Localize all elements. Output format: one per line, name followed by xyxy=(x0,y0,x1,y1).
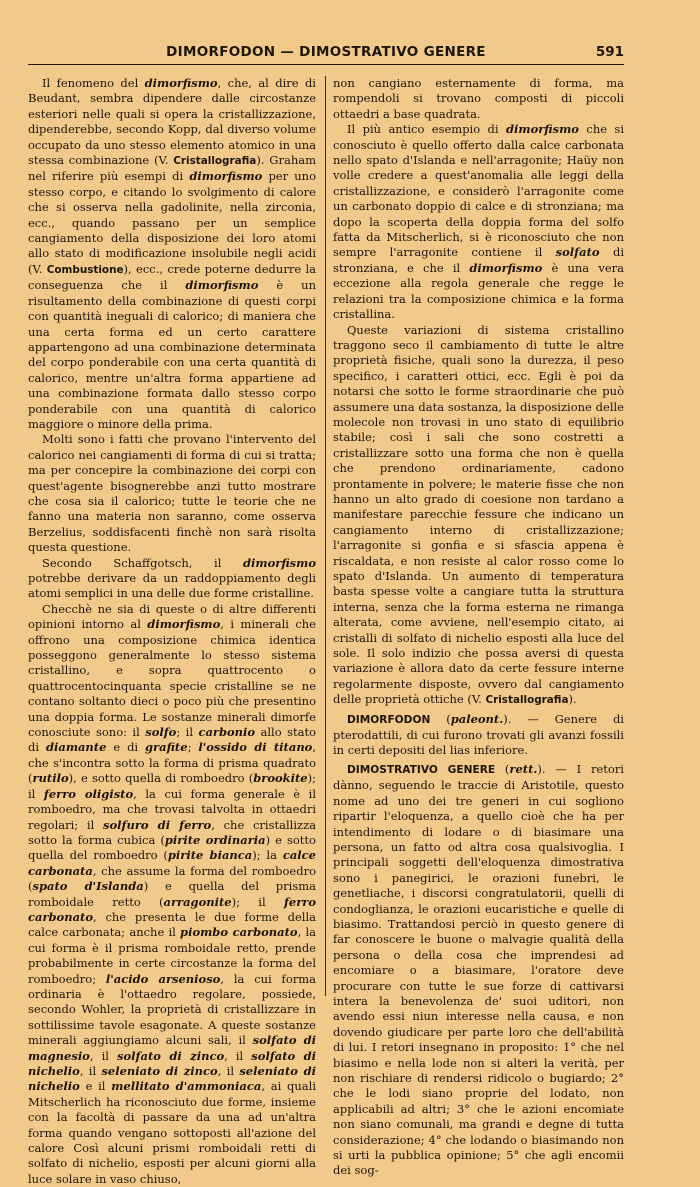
cross-reference: Cristallografia xyxy=(485,694,569,707)
text-run: e di xyxy=(106,740,146,755)
text-run: , che cristallizza sotto la forma cubica ( xyxy=(28,817,316,847)
text-run: Il fenomeno del xyxy=(42,76,145,90)
italic-term: diamante xyxy=(45,740,107,755)
text-run: , che, al dire di Beudant, sembra dipendere dalle circostanze esteriori nelle quali si opera la cristallizzazione, dipenderebbe, secondo Kopp, dal diverso volume occupato da uno stesso elemento atomico in una stessa combinazione (V. xyxy=(28,76,316,168)
text-run: per uno stesso corpo, e citando lo svolgimento di calore che si osserva nella gadolinite, nella zirconia, ecc., quando passano per un semplice cangiamento della disposizione dei loro atomi allo stato di modificazione insolubile negli acidi (V. xyxy=(28,169,317,276)
italic-term: dimorfismo xyxy=(469,260,543,275)
italic-term: carbonio xyxy=(198,725,256,740)
italic-term: spato d'Islanda xyxy=(32,879,144,894)
italic-term: rett. xyxy=(509,761,538,776)
italic-term: pirite ordinaria xyxy=(164,832,266,847)
italic-term: ferro carbonato xyxy=(28,894,316,924)
page-number: 591 xyxy=(595,44,624,60)
italic-term: seleniato di nichelio xyxy=(28,1064,317,1094)
paragraph xyxy=(333,76,624,122)
text-run: , il xyxy=(89,1048,118,1063)
text-run: , che presenta le due forme della calce carbonata; anche il xyxy=(28,909,316,940)
text-run: , il xyxy=(217,1064,240,1078)
text-run: allo stato di xyxy=(28,725,316,755)
text-run: ; il xyxy=(176,725,199,740)
text-run: ) e quella del prisma romboidale retto ( xyxy=(28,879,316,909)
text-run: ; xyxy=(187,740,199,755)
italic-term: calce carbonata xyxy=(28,848,316,878)
text-run: Queste variazioni di sistema cristallino traggono seco il cambiamento di tutte le altre proprietà fisiche, quali sono la durezza, il peso specifico, i caratteri ottici, ecc. Egli è poi da notarsi che sotto le forme straordinarie che può assumere una data sostanza, la disposizione delle molecole non trovasi in uno stato di equilibrio stabile; così i sali che sono costretti a cristallizzare sotto una forma che non è quella che prendono ordinariamente, cadono prontamente in polvere; le materie fisse che non hanno un alto grado di coesione non tardano a manifestare parecchie fessure che indicano un cangiamento interno di cristallizzazione; l'arragonite si gonfia e si sfascia appena è riscaldata, e non resiste al calor rosso come lo spato d'Islanda. Un aumento di temperatura basta spesse volte a cangiare tutta la struttura interna, senza che la forma esterna ne rimanga alterata, come avviene, nell'esempio citato, ai cristalli di solfato di nichelio esposti alla luce del sole. Il solo indizio che possa aversi di questa variazione è allora dato da certe fessure interne regolarmente disposte, ovvero dal cangiamento delle proprietà ottiche (V. xyxy=(333,322,624,707)
text-run: Secondo Schaffgotsch, il xyxy=(42,555,244,570)
text-run: , che s'incontra sotto la forma di prisma quadrato ( xyxy=(28,740,317,786)
entry-headword: DIMOSTRATIVO GENERE xyxy=(347,763,496,776)
italic-term: l'acido arsenioso xyxy=(105,971,221,986)
italic-term: l'ossido di titano xyxy=(198,740,313,755)
text-run: di stronziana, e che il xyxy=(333,245,624,275)
paragraph xyxy=(28,432,316,555)
paragraph xyxy=(333,122,624,322)
italic-term: solfato xyxy=(555,245,600,260)
paragraph xyxy=(28,602,316,1187)
text-run: che si conosciuto è quello offerto dalla calce carbonata nello spato d'Islanda e nell'arragonite; Haüy non volle credere a quest'anomalia alle leggi della cristallizzazione, e considerò l'arragonite come un carbonato doppio di calce e di stronziana; ma dopo la scoperta della doppia forma del solfo fatta da Mitscherlich, si è riconosciuto che non sempre l'arragonite contiene il xyxy=(333,122,625,260)
italic-term: piombo carbonato xyxy=(180,925,298,940)
italic-term: solfo xyxy=(145,725,177,740)
running-header xyxy=(28,42,624,65)
text-run: Checchè ne sia di queste o di altre differenti opinioni intorno al xyxy=(28,601,316,632)
text-run: ); il xyxy=(231,894,284,909)
paragraph xyxy=(333,323,624,709)
text-run: , che assume la forma del romboedro ( xyxy=(28,863,316,894)
italic-term: solfato di zinco xyxy=(117,1048,225,1063)
text-run: , il xyxy=(224,1048,252,1063)
italic-term: solfuro di ferro xyxy=(103,817,212,832)
text-run: ), e sotto quella di romboedro ( xyxy=(68,771,254,786)
paragraph xyxy=(28,76,316,432)
text-run: ). xyxy=(568,692,577,707)
italic-term: solfato di nichelio xyxy=(28,1048,317,1078)
paragraph xyxy=(28,556,316,602)
italic-term: dimorfismo xyxy=(144,76,218,90)
text-run: ). — I retori dànno, seguendo le traccie di Aristotile, questo nome ad uno dei tre generi in cui sogliono ripartir l'eloquenza, a quello cioè che ha per intendimento di lodare o di biasimare una persona, un fatto od altra cosa qualsivoglia. I principali soggetti dell'eloquenza dimostrativa sono i panegirici, le orazioni funebri, le genetliache, i discorsi congratulatorii, quelli di condoglianza, le orazioni eucaristiche e quelle di biasimo. Trattandosi perciò in questo genere di far conoscere le buone o malvagie qualità della persona o della cosa che imprendesi ad encomiare o a biasimare, l'oratore deve procurare con tutte le sue forze di cattivarsi intera la benevolenza de' suoi uditori, non avendo essi niun interesse nella causa, e non dovendo giudicare per parte loro che dell'abilità di lui. I retori insegnano in proposito: 1° che nel biasimo e nella lode non si alteri la verità, per non rischiare di rendersi ridicolo o bugiardo; 2° che le lodi siano proprie del lodato, non applicabili ad altri; 3° che le azioni encomiate non siano comunali, ma grandi e degne di tutta considerazione; 4° che lodando o biasimando non si urti la pubblica opinione; 5° che agli encomii dei sog- xyxy=(333,761,624,1178)
text-run: Molti sono i fatti che provano l'intervento del calorico nei cangiamenti di forma di cui si tratta; ma per concepire la combinazione dei corpi con quest'agente bisognerebbe anzi tutto mostrare che cosa sia il calorico; tutte le teorie che ne fanno una materia non saranno, come osserva Berzelius, soddisfacenti finchè non sarà risolta questa questione. xyxy=(28,432,316,555)
text-run: , ai quali Mitscherlich ha riconosciuto due forme, insieme con la facoltà di passare da una ad un'altra forma quando vengano sottoposti all'azione del calore Così alcuni prismi romboidali retti di solfato di nichelio, esposti per alcuni giorni alla luce solare in vaso chiuso, xyxy=(28,1079,316,1186)
cross-reference: Combustione xyxy=(46,263,124,276)
italic-term: dimorfismo xyxy=(506,122,579,137)
italic-term: dimorfismo xyxy=(185,278,259,293)
text-run: , i minerali che offrono una composizione chimica identica posseggono generalmente lo stesso sistema cristallino, e sopra quattrocento o quattrocentocinquanta specie cristalline se ne contano soltanto dieci o poco più che presentino una doppia forma. Le sostanze minerali dimorfe conosciute sono: il xyxy=(28,617,316,740)
text-run: non cangiano esternamente di forma, ma rompendoli si trovano composti di piccoli ottaedri a base quadrata. xyxy=(333,76,624,121)
text-run: ( xyxy=(430,711,451,726)
text-run: , la cui forma ordinaria è l'ottaedro regolare, possiede, secondo Wohler, la proprietà di cristallizzare in sottilissime tavole esagonate. A queste sostanze minerali aggiungiamo alcuni sali, il xyxy=(28,971,316,1048)
paragraph xyxy=(333,762,624,1179)
italic-term: arragonite xyxy=(163,894,232,909)
italic-term: brookite xyxy=(253,771,308,786)
text-run: e il xyxy=(79,1079,112,1094)
text-run: ). Graham nel riferire più esempi di xyxy=(28,153,316,184)
text-run: ) e sotto quella del romboedro ( xyxy=(28,832,316,863)
text-run: ), ecc., crede poterne dedurre la conseguenza che il xyxy=(28,261,317,293)
italic-term: ferro oligisto xyxy=(43,786,134,801)
text-run: ); la xyxy=(252,848,283,863)
italic-term: dimorfismo xyxy=(189,169,263,184)
text-run: ); il xyxy=(28,771,316,801)
italic-term: dimorfismo xyxy=(243,555,316,570)
italic-term: dimorfismo xyxy=(147,617,221,632)
italic-term: rutilo xyxy=(32,771,69,786)
entry-headword: DIMORFODON xyxy=(347,713,431,726)
text-run: è un risultamento della combinazione di questi corpi con quantità ineguali di calorico; di maniera che una certa forma ed un certo carattere appartengono ad una combinazione determinata del corpo ponderabile con una certa quantità di calorico, mentre un'altra forma appartiene ad una combinazione formata dallo stesso corpo ponderabile con una quantità di calorico maggiore o minore della prima. xyxy=(28,278,316,431)
italic-term: pirite bianca xyxy=(167,848,253,863)
italic-term: mellitato d'ammoniaca xyxy=(111,1079,262,1094)
italic-term: grafite xyxy=(145,740,188,755)
column-divider xyxy=(325,76,326,996)
paragraph xyxy=(333,712,624,759)
left-column xyxy=(28,76,317,1186)
text-run: ( xyxy=(495,761,510,776)
text-run: ). — Genere di pterodattili, di cui furono trovati gli avanzi fossili in certi depositi del lias inferiore. xyxy=(333,711,624,758)
text-run: , il xyxy=(79,1064,102,1078)
right-column xyxy=(333,76,625,1178)
italic-term: solfato di magnesio xyxy=(28,1033,317,1063)
italic-term: seleniato di zinco xyxy=(101,1064,218,1078)
text-run: , la cui forma è il prisma romboidale retto, prende probabilmente in certe circostanze la forma del romboedro; xyxy=(28,925,316,986)
cross-reference: Cristallografia xyxy=(173,155,257,168)
header-title: DIMORFODON — DIMOSTRATIVO GENERE xyxy=(166,44,486,60)
text-run: potrebbe derivare da un raddoppiamento degli atomi semplici in una delle due forme cristalline. xyxy=(28,571,316,601)
italic-term: paleont. xyxy=(450,711,504,726)
text-run: , la cui forma generale è il romboedro, ma che trovasi talvolta in ottaedri regolari; il xyxy=(28,786,316,832)
text-run: Il più antico esempio di xyxy=(347,122,506,137)
text-run: è una vera eccezione alla regola generale che regge le relazioni tra la composizione chimica e la forma cristallina. xyxy=(333,260,624,322)
